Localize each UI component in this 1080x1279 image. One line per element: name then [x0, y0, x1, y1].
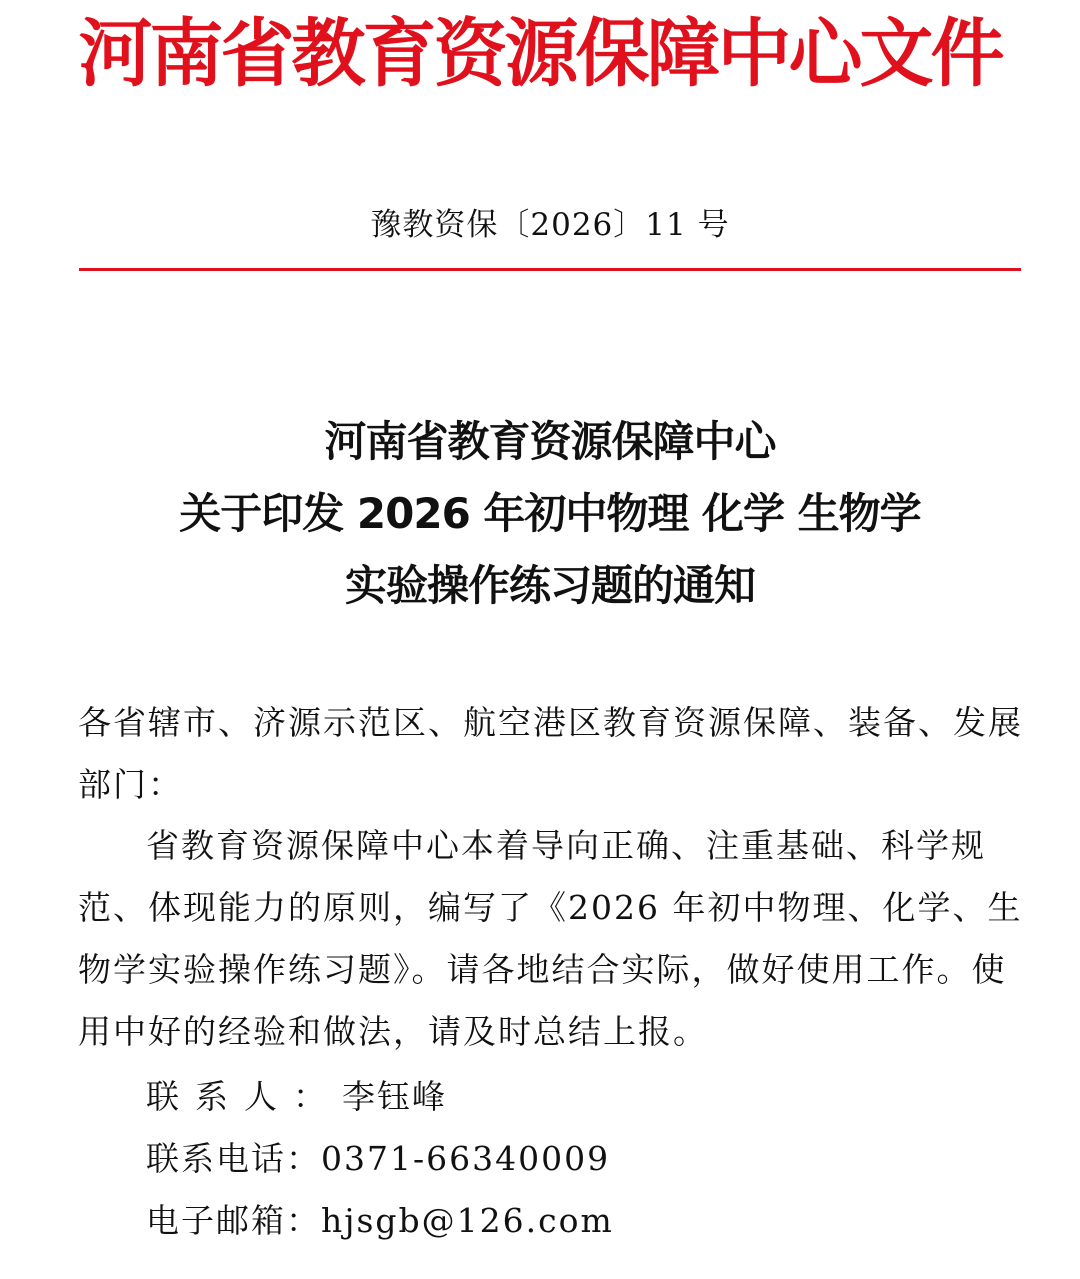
- contact-phone-value: 0371-66340009: [321, 1139, 611, 1178]
- contact-phone-line: [146, 1128, 610, 1190]
- salutation: 各省辖市、济源示范区、航空港区教育资源保障、装备、发展部门：: [78, 703, 1023, 804]
- contact-person-label: 联系人：: [146, 1077, 342, 1116]
- document-number: 豫教资保〔2026〕11 号: [370, 207, 730, 243]
- notice-title-line-1: 河南省教育资源保障中心: [324, 417, 776, 466]
- red-divider-line: [79, 268, 1021, 271]
- contact-person-value: 李钰峰: [342, 1077, 447, 1116]
- contact-phone-label: 联系电话：: [146, 1139, 321, 1178]
- contact-email-value: hjsgb@126.com: [321, 1201, 614, 1240]
- notice-title-line-3: 实验操作练习题的通知: [344, 561, 755, 610]
- contact-email-label: 电子邮箱：: [146, 1201, 321, 1240]
- body-paragraph: 省教育资源保障中心本着导向正确、注重基础、科学规范、体现能力的原则，编写了《2026 年初中物理、化学、生物学实验操作练习题》。请各地结合实际，做好使用工作。使用中好的经验和做法，请及时总结上报。: [78, 826, 1023, 1051]
- contact-email-line: [146, 1190, 614, 1252]
- issuer-title: 河南省教育资源保障中心文件: [78, 11, 1002, 97]
- notice-title: [0, 406, 1080, 622]
- contact-person-line: [146, 1066, 447, 1128]
- notice-title-line-2: 关于印发 2026 年初中物理 化学 生物学: [179, 489, 921, 538]
